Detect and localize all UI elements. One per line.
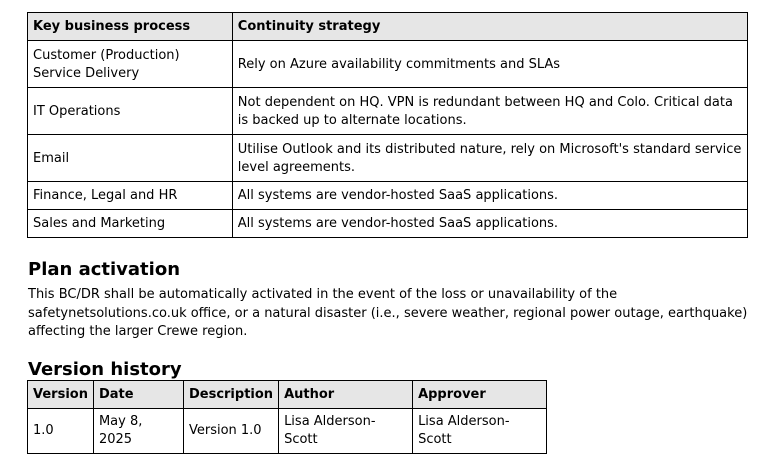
strategy-cell: All systems are vendor-hosted SaaS applications. — [232, 182, 747, 210]
strategy-cell: All systems are vendor-hosted SaaS applications. — [232, 210, 747, 238]
table-header-row — [28, 13, 748, 41]
table-row — [28, 182, 748, 210]
continuity-strategy-table — [27, 12, 748, 238]
author-cell: Lisa Alderson-Scott — [279, 409, 413, 454]
header-key-business-process: Key business process — [28, 13, 233, 41]
header-description: Description — [183, 381, 278, 409]
table-row — [28, 41, 748, 88]
header-version: Version — [28, 381, 94, 409]
header-approver: Approver — [413, 381, 547, 409]
process-cell: Email — [28, 135, 233, 182]
description-cell: Version 1.0 — [183, 409, 278, 454]
table-row — [28, 409, 547, 454]
process-cell: Sales and Marketing — [28, 210, 233, 238]
header-continuity-strategy: Continuity strategy — [232, 13, 747, 41]
process-cell: Finance, Legal and HR — [28, 182, 233, 210]
date-cell: May 8, 2025 — [93, 409, 183, 454]
version-history-heading: Version history — [28, 359, 182, 380]
strategy-cell: Utilise Outlook and its distributed nature, rely on Microsoft's standard service level agreements. — [232, 135, 747, 182]
strategy-cell: Rely on Azure availability commitments and SLAs — [232, 41, 747, 88]
process-cell: Customer (Production) Service Delivery — [28, 41, 233, 88]
plan-activation-text: This BC/DR shall be automatically activated in the event of the loss or unavailability of the safetynetsolutions.co.uk office, or a natural disaster (i.e., severe weather, regional power outage, earthquake) affecting the larger Crewe region. — [28, 287, 748, 339]
header-author: Author — [279, 381, 413, 409]
header-date: Date — [93, 381, 183, 409]
table-row — [28, 88, 748, 135]
version-history-table — [27, 380, 547, 454]
table-header-row — [28, 381, 547, 409]
version-cell: 1.0 — [28, 409, 94, 454]
plan-activation-heading: Plan activation — [28, 259, 181, 280]
process-cell: IT Operations — [28, 88, 233, 135]
table-row — [28, 210, 748, 238]
strategy-cell: Not dependent on HQ. VPN is redundant between HQ and Colo. Critical data is backed up to alternate locations. — [232, 88, 747, 135]
approver-cell: Lisa Alderson-Scott — [413, 409, 547, 454]
table-row — [28, 135, 748, 182]
